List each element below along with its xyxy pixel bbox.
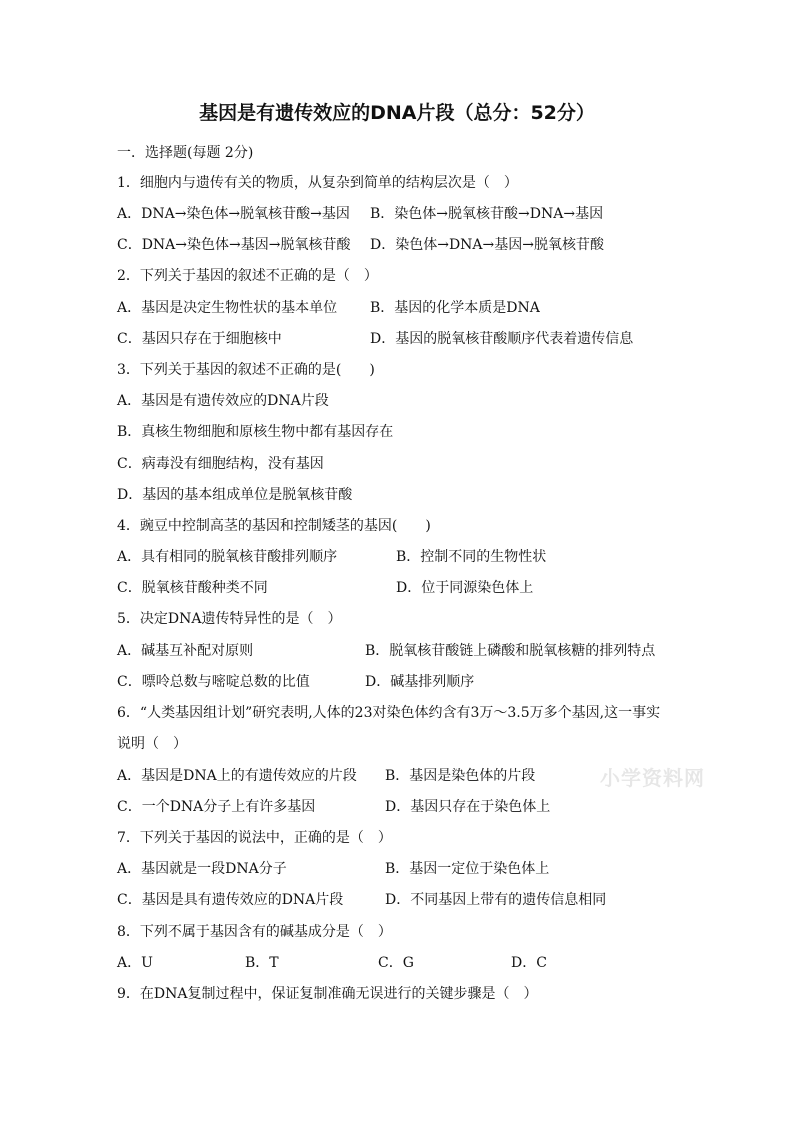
option: C．DNA→染色体→基因→脱氧核苷酸 (117, 237, 351, 253)
option: A．基因是有遗传效应的DNA片段 (117, 393, 329, 409)
option: C．病毒没有细胞结构，没有基因 (117, 456, 324, 472)
option: D．基因只存在于染色体上 (385, 799, 551, 815)
option: D．不同基因上带有的遗传信息相同 (385, 892, 607, 908)
section-heading: 一．选择题(每题 2分) (117, 145, 254, 161)
option: A．基因是决定生物性状的基本单位 (117, 300, 338, 316)
option: D．位于同源染色体上 (396, 580, 534, 596)
option: B．基因的化学本质是DNA (370, 300, 540, 316)
question-stem: 9．在DNA复制过程中，保证复制准确无误进行的关键步骤是（ ） (117, 986, 538, 1002)
option: A．DNA→染色体→脱氧核苷酸→基因 (117, 206, 350, 222)
option: B．T (245, 955, 279, 971)
option: D．染色体→DNA→基因→脱氧核苷酸 (370, 237, 605, 253)
option: D．基因的脱氧核苷酸顺序代表着遗传信息 (370, 331, 634, 347)
watermark: 小学资料网 (600, 766, 705, 790)
option: C．基因只存在于细胞核中 (117, 331, 282, 347)
option: C．脱氧核苷酸种类不同 (117, 580, 268, 596)
option: D．C (511, 955, 547, 971)
option: A．基因是DNA上的有遗传效应的片段 (117, 768, 357, 784)
question-stem: 2．下列关于基因的叙述不正确的是（ ） (117, 268, 378, 284)
option: D．碱基排列顺序 (365, 674, 475, 690)
option: C．G (378, 955, 414, 971)
option: A．碱基互补配对原则 (117, 643, 254, 659)
page-title: 基因是有遗传效应的DNA片段（总分：52分） (199, 102, 595, 124)
option: A．具有相同的脱氧核苷酸排列顺序 (117, 549, 338, 565)
question-stem: 7．下列关于基因的说法中，正确的是（ ） (117, 830, 392, 846)
option: B．控制不同的生物性状 (396, 549, 547, 565)
question-stem: 8．下列不属于基因含有的碱基成分是（ ） (117, 924, 392, 940)
option: B．基因是染色体的片段 (385, 768, 536, 784)
option: C．基因是具有遗传效应的DNA片段 (117, 892, 344, 908)
option: C．嘌呤总数与嘧啶总数的比值 (117, 674, 310, 690)
option: B．基因一定位于染色体上 (385, 861, 550, 877)
option: C．一个DNA分子上有许多基因 (117, 799, 316, 815)
option: B．脱氧核苷酸链上磷酸和脱氧核糖的排列特点 (365, 643, 656, 659)
question-stem-continued: 说明（ ） (117, 736, 187, 752)
question-stem: 4．豌豆中控制高茎的基因和控制矮茎的基因( ) (117, 518, 431, 534)
question-stem: 5．决定DNA遗传特异性的是（ ） (117, 611, 342, 627)
question-stem: 6．“人类基因组计划”研究表明,人体的23对染色体约含有3万～3.5万多个基因,这一事实 (117, 705, 661, 721)
question-stem: 1．细胞内与遗传有关的物质，从复杂到简单的结构层次是（ ） (117, 175, 518, 191)
question-stem: 3．下列关于基因的叙述不正确的是( ) (117, 362, 375, 378)
option: B．真核生物细胞和原核生物中都有基因存在 (117, 424, 394, 440)
option: A．U (117, 955, 153, 971)
option: B．染色体→脱氧核苷酸→DNA→基因 (370, 206, 604, 222)
option: A．基因就是一段DNA分子 (117, 861, 287, 877)
option: D．基因的基本组成单位是脱氧核苷酸 (117, 487, 353, 503)
